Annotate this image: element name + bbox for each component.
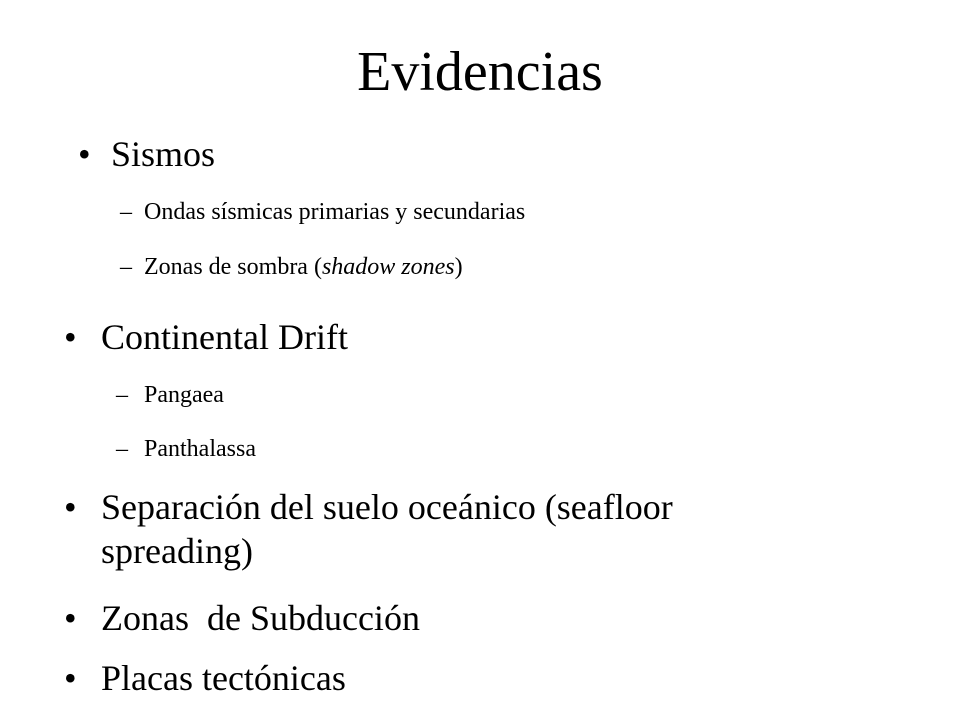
dash-marker: –: [120, 254, 132, 280]
bullet-label: Zonas de Subducción: [101, 598, 420, 638]
bullet-marker: •: [64, 317, 77, 357]
subitem-label: [144, 252, 463, 282]
subitem-text-after: ): [454, 254, 463, 280]
subitem-label: Pangaea: [144, 382, 224, 408]
bullet-label-line1: Separación del suelo oceánico (seafloor: [101, 487, 673, 527]
bullet-item-sismos: [78, 133, 878, 177]
subitem-label: Ondas sísmicas primarias y secundarias: [144, 199, 526, 225]
subitem-pangaea: [116, 380, 876, 412]
bullet-marker: •: [64, 598, 77, 638]
bullet-item-subduccion: [64, 597, 884, 641]
subitem-text-italic: shadow zones: [321, 254, 455, 280]
dash-marker: –: [120, 199, 132, 225]
bullet-label: Sismos: [111, 134, 216, 174]
dash-marker: –: [116, 382, 128, 408]
subitem-ondas-sismicas: [120, 197, 880, 229]
bullet-label-line2: spreading): [101, 531, 253, 571]
bullet-item-placas: [64, 657, 884, 701]
bullet-marker: •: [78, 134, 91, 174]
bullet-label: Placas tectónicas: [101, 658, 346, 698]
bullet-label: Continental Drift: [101, 317, 348, 357]
subitem-label: Panthalassa: [144, 436, 256, 462]
subitem-zonas-sombra: [120, 252, 880, 284]
slide-title: Evidencias: [357, 41, 603, 103]
bullet-item-continental-drift: [64, 316, 884, 360]
bullet-marker: •: [64, 487, 77, 527]
subitem-panthalassa: [116, 434, 876, 466]
bullet-item-separacion: [64, 486, 924, 576]
dash-marker: –: [116, 436, 128, 462]
subitem-text-before: Zonas de sombra (: [144, 254, 322, 280]
bullet-marker: •: [64, 658, 77, 698]
